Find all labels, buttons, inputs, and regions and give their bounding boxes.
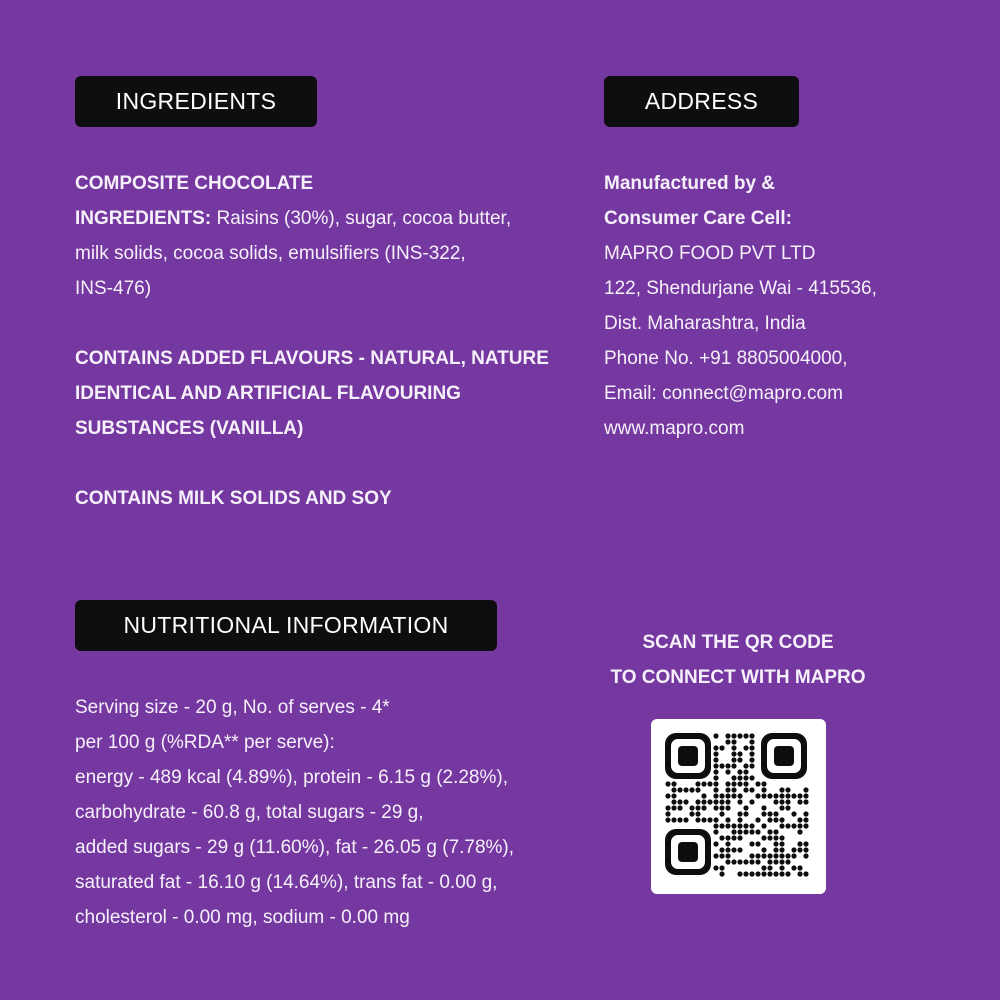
carbohydrate-sugars: carbohydrate - 60.8 g, total sugars - 29 g, xyxy=(75,802,424,823)
ingredients-list-line-1 xyxy=(75,201,549,236)
flavours-line-3: SUBSTANCES (VANILLA) xyxy=(75,418,304,439)
address-section xyxy=(604,166,877,446)
cholesterol-sodium: cholesterol - 0.00 mg, sodium - 0.00 mg xyxy=(75,907,410,928)
manufactured-by-line-2: Consumer Care Cell: xyxy=(604,208,792,229)
address-heading xyxy=(604,76,799,127)
ingredients-list-text: Raisins (30%), sugar, cocoa butter, xyxy=(211,208,512,229)
qr-caption-line-1: SCAN THE QR CODE xyxy=(642,632,834,653)
nutrition-heading xyxy=(75,600,497,651)
nutrition-section xyxy=(75,690,514,935)
qr-caption-line-2: TO CONNECT WITH MAPRO xyxy=(610,667,866,688)
ingredients-heading-label: INGREDIENTS xyxy=(115,88,277,114)
ingredients-list-line-3: INS-476) xyxy=(75,278,152,299)
added-sugars-fat: added sugars - 29 g (11.60%), fat - 26.05 g (7.78%), xyxy=(75,837,515,858)
qr-code-graphic xyxy=(651,719,826,894)
website-link: www.mapro.com xyxy=(604,418,745,439)
allergens-statement: CONTAINS MILK SOLIDS AND SOY xyxy=(75,488,392,509)
saturated-trans-fat: saturated fat - 16.10 g (14.64%), trans fat - 0.00 g, xyxy=(75,872,498,893)
manufactured-by-line-1: Manufactured by & xyxy=(604,173,776,194)
flavours-line-1: CONTAINS ADDED FLAVOURS - NATURAL, NATURE xyxy=(75,348,549,369)
per-100g-header: per 100 g (%RDA** per serve): xyxy=(75,732,335,753)
ingredients-heading xyxy=(75,76,317,127)
flavours-line-2: IDENTICAL AND ARTIFICIAL FLAVOURING xyxy=(75,383,461,404)
ingredients-list-line-2: milk solids, cocoa solids, emulsifiers (INS-322, xyxy=(75,243,466,264)
qr-code-icon[interactable] xyxy=(651,719,826,894)
district-state: Dist. Maharashtra, India xyxy=(604,313,806,334)
email-address: Email: connect@mapro.com xyxy=(604,383,843,404)
ingredients-section xyxy=(75,166,549,516)
phone-number: Phone No. +91 8805004000, xyxy=(604,348,848,369)
serving-size: Serving size - 20 g, No. of serves - 4* xyxy=(75,697,390,718)
qr-caption xyxy=(590,625,886,695)
composite-chocolate-title: COMPOSITE CHOCOLATE xyxy=(75,173,314,194)
ingredients-label: INGREDIENTS: xyxy=(75,208,212,229)
nutrition-heading-label: NUTRITIONAL INFORMATION xyxy=(123,612,449,638)
energy-protein: energy - 489 kcal (4.89%), protein - 6.15 g (2.28%), xyxy=(75,767,509,788)
street-address: 122, Shendurjane Wai - 415536, xyxy=(604,278,877,299)
company-name: MAPRO FOOD PVT LTD xyxy=(604,243,816,264)
address-heading-label: ADDRESS xyxy=(644,88,759,114)
